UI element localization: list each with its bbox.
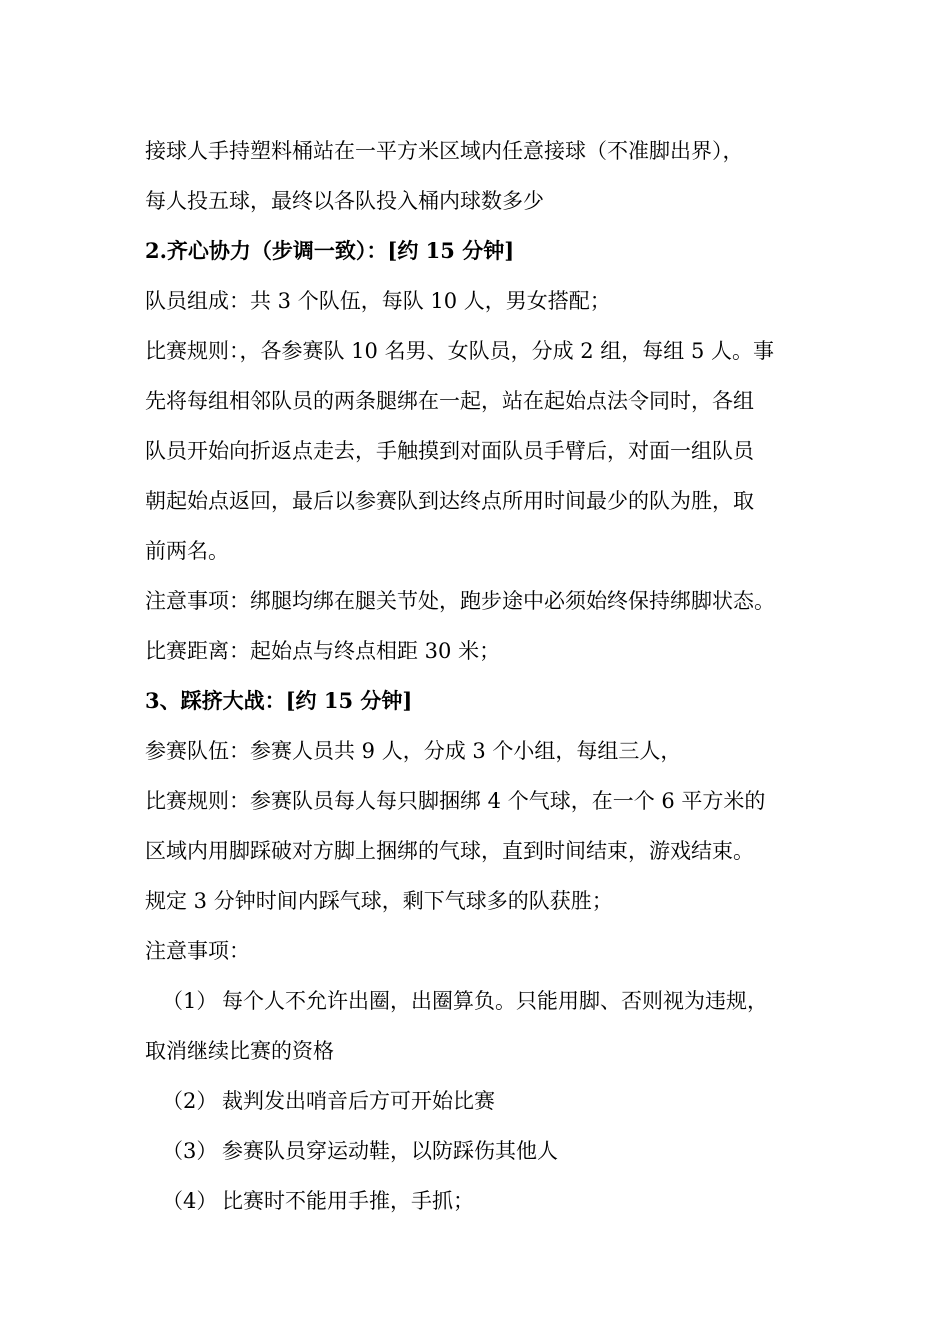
text-line: 比赛规则：，各参赛队 10 名男、女队员，分成 2 组，每组 5 人。事 <box>145 339 774 363</box>
text-line: 队员开始向折返点走去，手触摸到对面队员手臂后，对面一组队员 <box>145 439 754 463</box>
text-line: 先将每组相邻队员的两条腿绑在一起，站在起始点法令同时，各组 <box>145 389 754 413</box>
text-line: 参赛队伍：参赛人员共 9 人，分成 3 个小组，每组三人， <box>145 739 682 763</box>
text-line: 比赛规则：参赛队员每人每只脚捆绑 4 个气球，在一个 6 平方米的 <box>145 789 766 813</box>
text-line: 前两名。 <box>145 539 229 563</box>
text-line: 注意事项： <box>145 939 250 963</box>
list-item-number: （4） <box>162 1189 218 1213</box>
list-item-text: 每个人不允许出圈，出圈算负。只能用脚、否则视为违规， <box>222 989 768 1013</box>
list-item-number: （1） <box>162 989 218 1013</box>
text-line: 朝起始点返回，最后以参赛队到达终点所用时间最少的队为胜，取 <box>145 489 754 513</box>
text-line: 规定 3 分钟时间内踩气球，剩下气球多的队获胜； <box>145 889 613 913</box>
text-line: 接球人手持塑料桶站在一平方米区域内任意接球（不准脚出界）， <box>145 139 744 163</box>
text-line: 注意事项：绑腿均绑在腿关节处，跑步途中必须始终保持绑脚状态。 <box>145 589 775 613</box>
text-line: 区域内用脚踩破对方脚上捆绑的气球，直到时间结束，游戏结束。 <box>145 839 754 863</box>
section-heading: 3、踩挤大战：[约 15 分钟] <box>145 688 413 713</box>
text-line: 比赛距离：起始点与终点相距 30 米； <box>145 639 501 663</box>
list-item-continuation: 取消继续比赛的资格 <box>145 1039 334 1063</box>
section-heading: 2.齐心协力（步调一致）：[约 15 分钟] <box>145 238 515 263</box>
list-item-number: （2） <box>162 1089 218 1113</box>
list-item-text: 参赛队员穿运动鞋，以防踩伤其他人 <box>222 1139 558 1163</box>
text-line: 每人投五球，最终以各队投入桶内球数多少 <box>145 189 544 213</box>
list-item-number: （3） <box>162 1139 218 1163</box>
list-item-text: 比赛时不能用手推，手抓； <box>222 1189 474 1213</box>
list-item-text: 裁判发出哨音后方可开始比赛 <box>222 1089 495 1113</box>
text-line: 队员组成：共 3 个队伍，每队 10 人，男女搭配； <box>145 289 611 313</box>
